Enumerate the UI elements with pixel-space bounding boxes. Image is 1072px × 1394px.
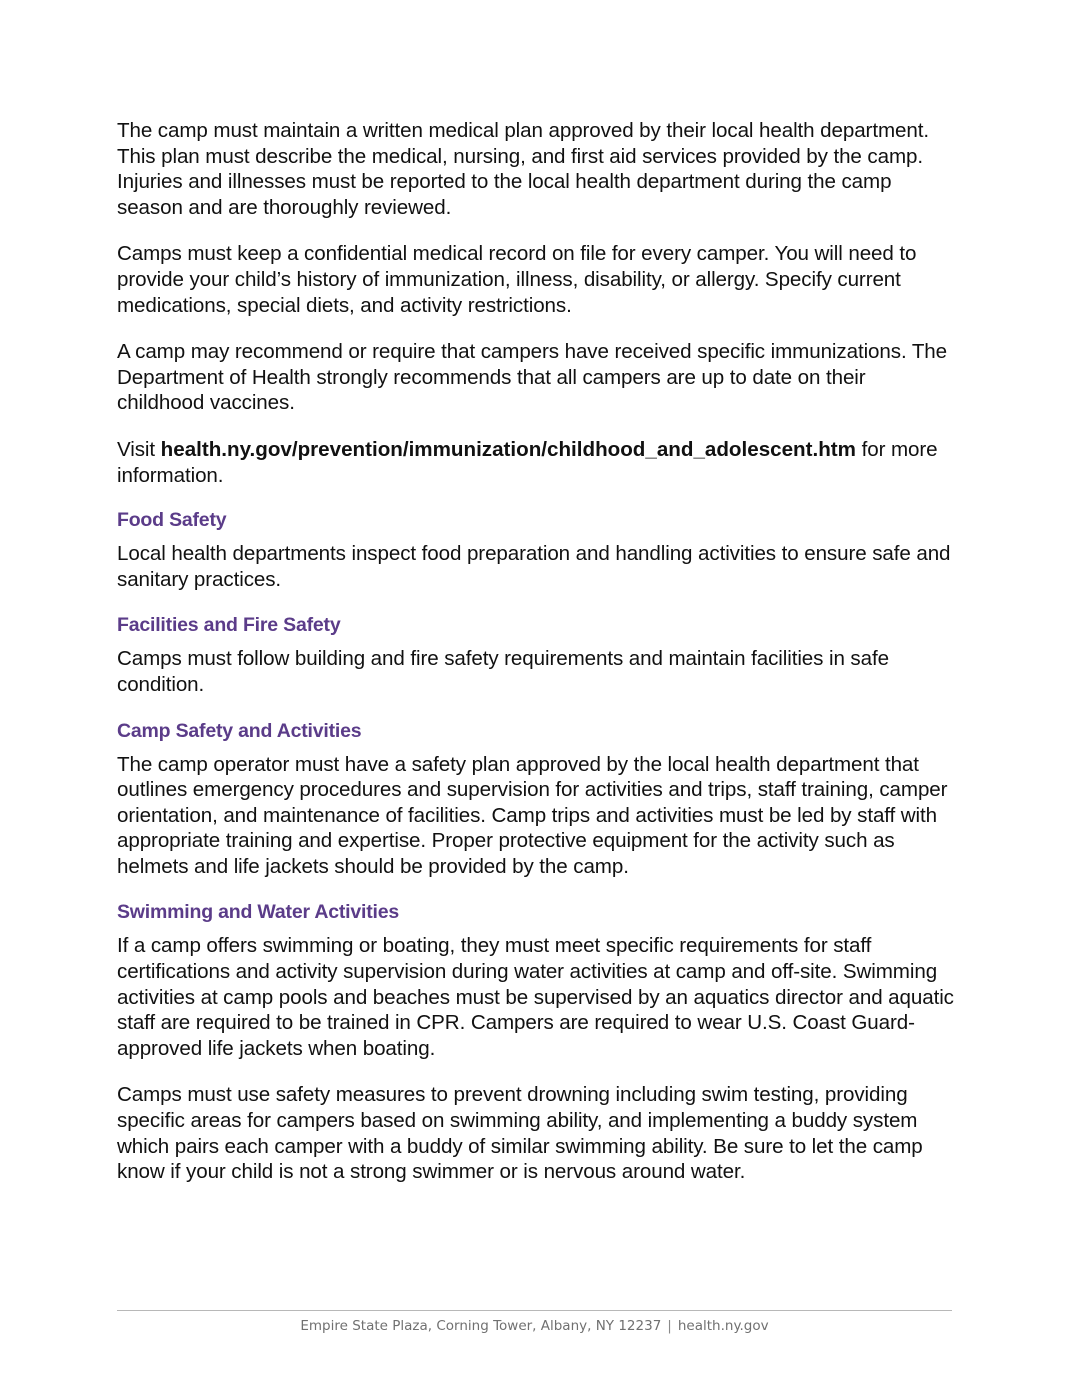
facilities-paragraph: Camps must follow building and fire safety requirements and maintain facilities in safe condition. <box>117 647 889 696</box>
immunization-paragraph: A camp may recommend or require that campers have received specific immunizations. The Department of Health strongly recommends that all campers are up to date on their childhood vaccines. <box>117 340 948 415</box>
visit-paragraph <box>117 437 957 488</box>
camp-safety-heading: Camp Safety and Activities <box>117 719 362 742</box>
visit-prefix: Visit <box>117 437 161 461</box>
footer-divider <box>117 1310 952 1311</box>
swimming-paragraph: If a camp offers swimming or boating, they must meet specific requirements for staff certifications and activity supervision during water activities at camp and off-site. Swimming activities at camp pools and beaches must be supervised by an aquatics director and aquatic staff are required to be trained in CPR. Campers are required to wear U.S. Coast Guard-approved life jackets when boating. <box>117 934 954 1060</box>
footer-address: Empire State Plaza, Corning Tower, Albany, NY 12237 <box>300 1318 662 1334</box>
medical-plan-paragraph: The camp must maintain a written medical plan approved by their local health department. This plan must describe the medical, nursing, and first aid services provided by the camp. Injuries and illnesses must be reported to the local health department during the camp season and are thoroughly reviewed. <box>117 119 929 219</box>
swimming-heading: Swimming and Water Activities <box>117 901 400 924</box>
medical-record-paragraph: Camps must keep a confidential medical record on file for every camper. You will need to provide your child’s history of immunization, illness, disability, or allergy. Specify current medications, special diets, and activity restrictions. <box>117 242 917 317</box>
document-page <box>117 118 957 1206</box>
immunization-link[interactable]: health.ny.gov/prevention/immunization/childhood_and_adolescent.htm <box>160 437 856 461</box>
food-safety-heading: Food Safety <box>117 509 227 532</box>
camp-safety-paragraph: The camp operator must have a safety plan approved by the local health department that outlines emergency procedures and supervision for activities and trips, staff training, camper orientation, and maintenance of facilities. Camp trips and activities must be led by staff with appropriate training and expertise. Proper protective equipment for the activity such as helmets and life jackets should be provided by the camp. <box>117 752 948 878</box>
page-footer <box>117 1317 952 1335</box>
food-safety-paragraph: Local health departments inspect food preparation and handling activities to ensure safe and sanitary practices. <box>117 542 951 591</box>
drowning-prevention-paragraph: Camps must use safety measures to prevent drowning including swim testing, providing specific areas for campers based on swimming ability, and implementing a buddy system which pairs each camper with a buddy of similar swimming ability. Be sure to let the camp know if your child is not a strong swimmer or is nervous around water. <box>117 1083 923 1184</box>
footer-separator: | <box>667 1318 672 1334</box>
visit-suffix: for more information. <box>117 437 938 487</box>
facilities-heading: Facilities and Fire Safety <box>117 614 341 637</box>
footer-website-link[interactable]: health.ny.gov <box>677 1318 769 1334</box>
